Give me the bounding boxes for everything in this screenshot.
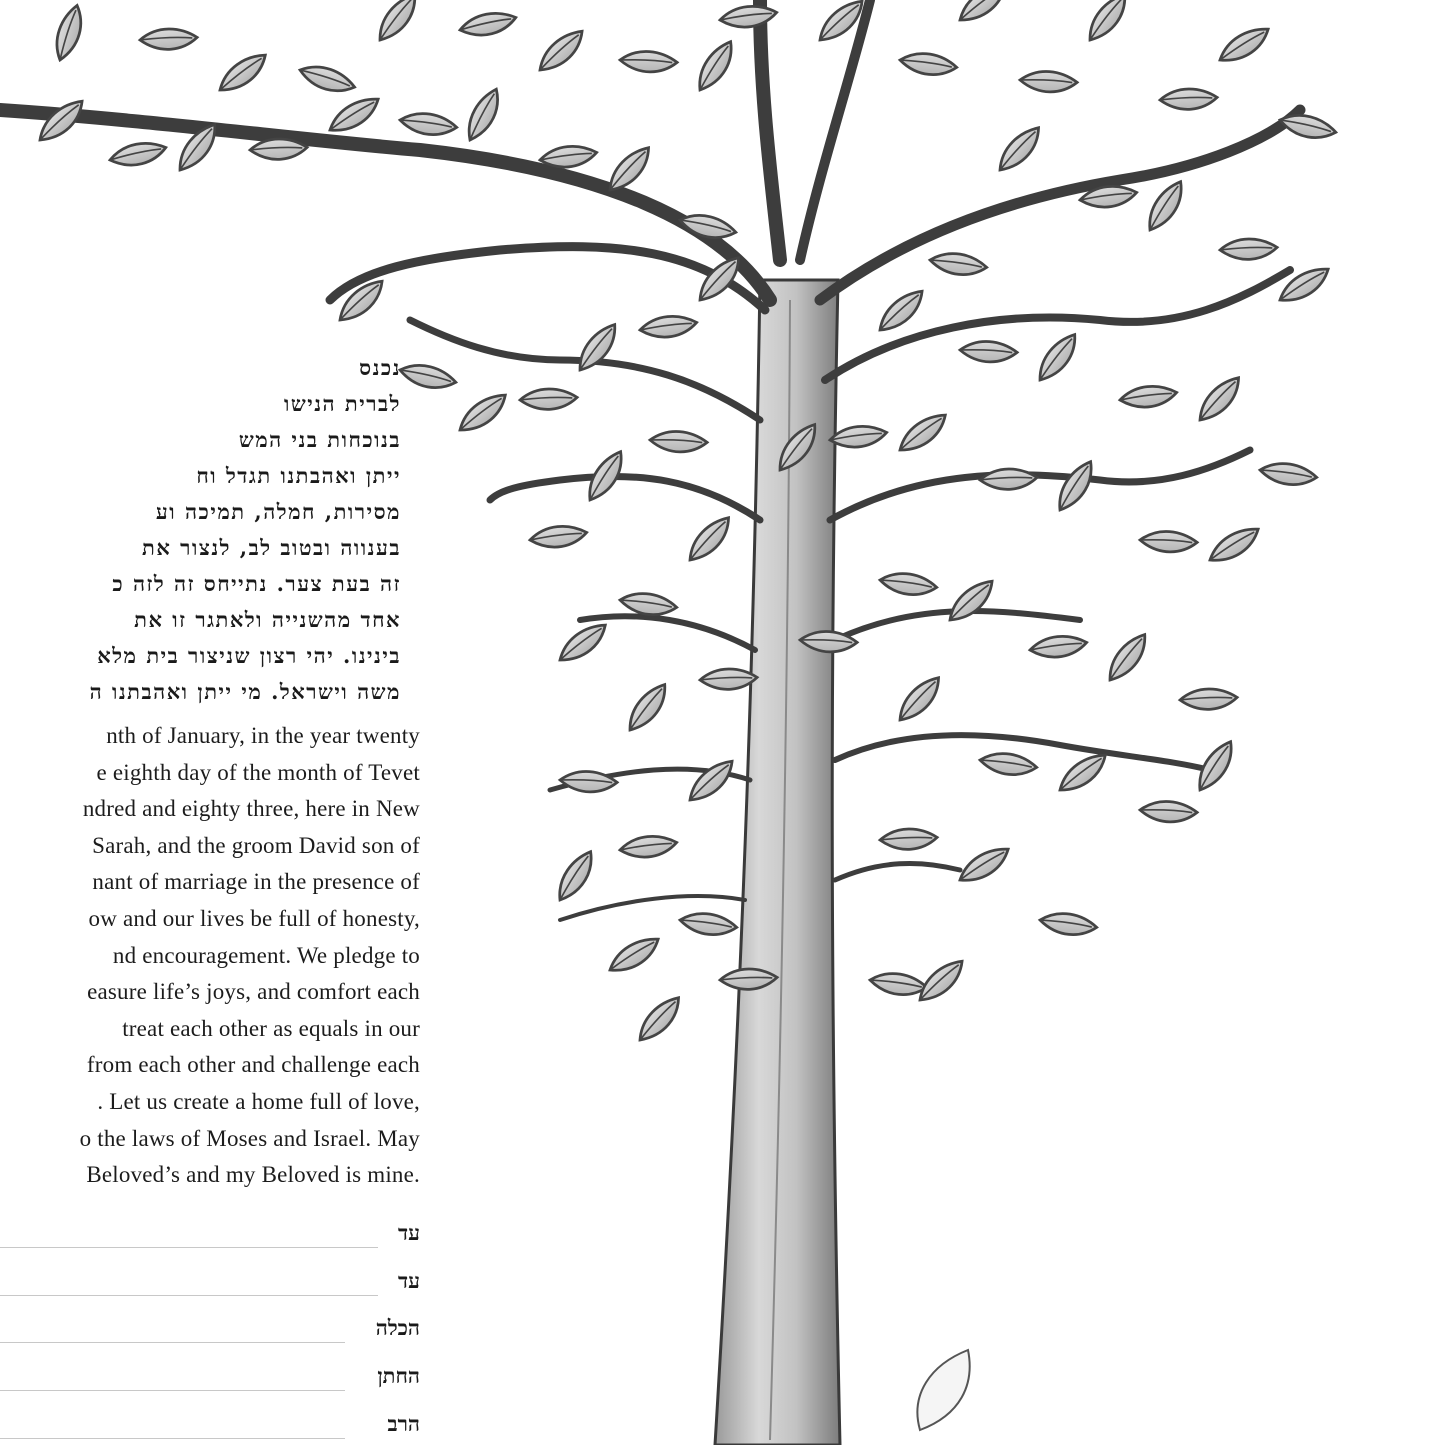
english-line: ndred and eighty three, here in New: [82, 796, 420, 822]
leaf-shape: [618, 683, 676, 731]
english-line: easure life’s joys, and comfort each: [87, 979, 420, 1005]
signature-line-witness-1[interactable]: [0, 1218, 420, 1248]
hebrew-line: לברית הנישו: [283, 391, 401, 416]
english-line: . Let us create a home full of love,: [97, 1088, 420, 1114]
signature-rule: [0, 1295, 378, 1296]
leaf-shape: [1029, 627, 1087, 665]
hebrew-line: בינינו. יהי רצון שניצור בית מלא: [97, 643, 401, 668]
leaf-shape: [1028, 333, 1086, 381]
leaf-shape: [679, 900, 737, 948]
leaf-shape: [399, 351, 457, 402]
leaf-shape: [1054, 754, 1112, 792]
leaf-shape: [1137, 181, 1195, 232]
signature-label: עד: [398, 1220, 420, 1245]
signature-label: החתן: [377, 1363, 420, 1388]
english-line: nd encouragement. We pledge to: [112, 942, 420, 968]
leaf-shape: [829, 417, 887, 455]
hebrew-text-block: [90, 350, 401, 710]
leaf-shape: [368, 0, 426, 42]
english-line: from each other and challenge each: [86, 1052, 420, 1078]
hebrew-line: זה בעת צער. נתייחס זה לזה כ: [112, 571, 401, 596]
hebrew-line: משה וישראל. מי ייתן ואהבתנו ה: [89, 679, 401, 704]
leaf-shape: [110, 137, 166, 171]
signature-rule: [0, 1247, 378, 1248]
leaf-shape: [979, 740, 1037, 788]
english-line: Sarah, and the groom David son of: [92, 832, 420, 858]
leaf-shape: [872, 290, 930, 332]
signature-line-rabbi[interactable]: [0, 1409, 420, 1439]
english-line: nant of marriage in the presence of: [92, 869, 420, 895]
leaf-shape: [1279, 101, 1337, 152]
hebrew-line: ייתן ואהבתנו תגדל וח: [196, 463, 401, 488]
hebrew-line: מסירות, חמלה, תמיכה וע: [155, 499, 401, 524]
hebrew-line: בנוכחות בני המש: [238, 427, 401, 452]
english-line: e eighth day of the month of Tevet: [96, 759, 420, 785]
leaf-shape: [1259, 450, 1317, 498]
leaf-shape: [682, 760, 740, 802]
leaf-shape: [399, 100, 457, 148]
leaf-shape: [1078, 0, 1136, 42]
leaf-shape: [460, 7, 516, 41]
leaf-shape: [1039, 900, 1097, 948]
english-line: nth of January, in the year twenty: [106, 723, 420, 748]
signature-label: הרב: [387, 1411, 420, 1436]
leaf-shape: [1098, 633, 1156, 681]
leaf-shape: [529, 517, 587, 555]
hebrew-line: נכנס: [359, 355, 401, 380]
signature-line-groom[interactable]: [0, 1361, 420, 1391]
signature-line-bride[interactable]: [0, 1313, 420, 1343]
leaf-shape: [532, 30, 590, 72]
leaf-shape: [680, 517, 739, 562]
leaf-shape: [299, 52, 356, 105]
signature-label: הכלה: [375, 1315, 420, 1340]
leaf-shape: [619, 827, 677, 865]
leaf-shape: [639, 307, 697, 345]
leaf-shape: [990, 127, 1049, 172]
signature-rule: [0, 1390, 345, 1391]
leaf-shape: [554, 624, 612, 662]
english-line: treat each other as equals in our: [122, 1015, 420, 1041]
leaf-shape: [942, 580, 1000, 622]
leaf-shape: [687, 41, 745, 92]
signature-line-witness-2[interactable]: [0, 1266, 420, 1296]
leaf-shape: [42, 5, 95, 62]
english-line: Beloved’s and my Beloved is mine.: [86, 1162, 420, 1188]
leaf-shape: [630, 997, 689, 1042]
english-line: o the laws of Moses and Israel. May: [79, 1125, 420, 1151]
english-text-block: [80, 718, 420, 1194]
leaf-shape: [454, 394, 512, 432]
leaf-shape: [1047, 461, 1105, 512]
leaf-shape: [879, 560, 937, 608]
leaf-shape: [455, 88, 512, 141]
signature-label: עד: [398, 1268, 420, 1293]
leaf-shape: [929, 240, 987, 288]
signature-rule: [0, 1438, 345, 1439]
hebrew-line: אחד מהשנייה ולאתגר זו את: [134, 607, 401, 632]
leaf-shape: [899, 40, 957, 88]
leaf-shape: [1190, 377, 1249, 422]
leaf-shape: [890, 677, 949, 722]
leaf-shape: [894, 414, 952, 452]
leaf-shape: [214, 54, 272, 92]
signature-rule: [0, 1342, 345, 1343]
hebrew-line: בענווה ובטוב לב, לנצור את: [142, 535, 401, 560]
leaf-shape: [547, 851, 605, 902]
leaf-shape: [1119, 377, 1177, 415]
english-line: ow and our lives be full of honesty,: [88, 905, 420, 931]
